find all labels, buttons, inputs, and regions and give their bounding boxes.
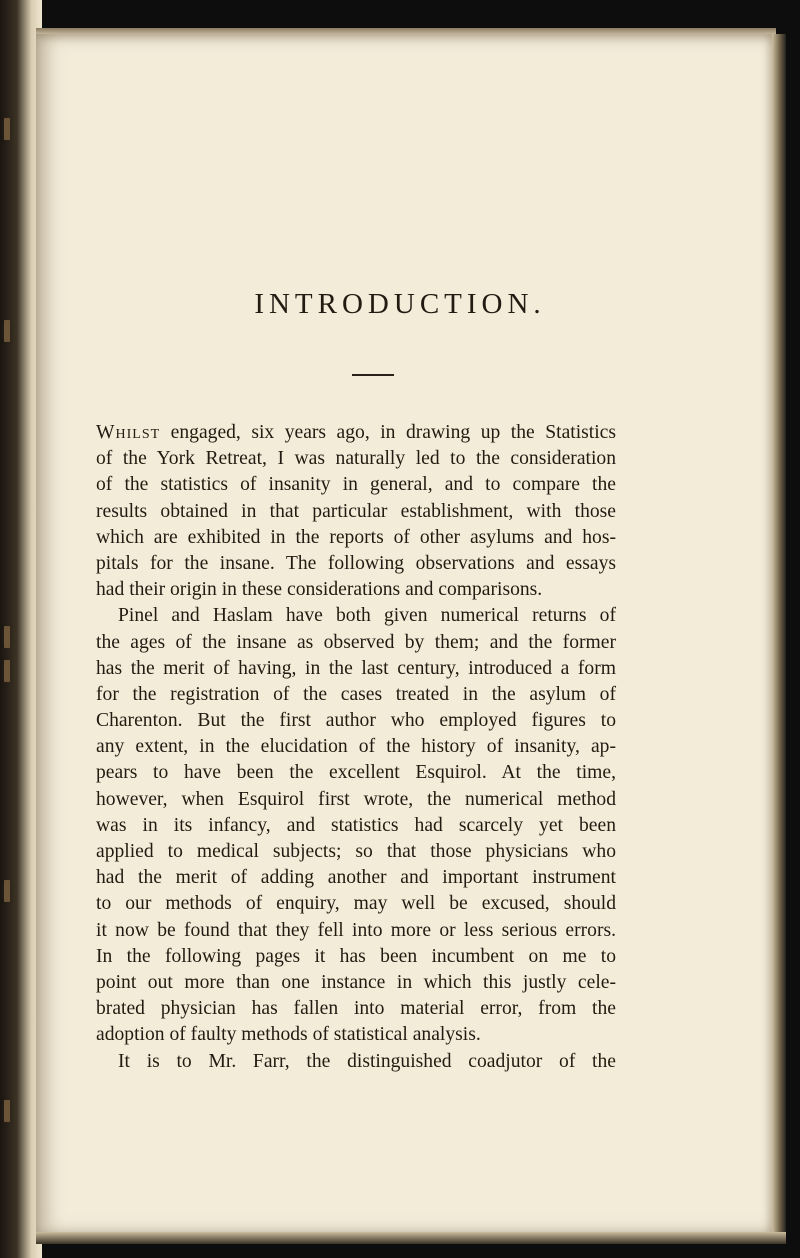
lead-word: Whilst [96, 422, 161, 443]
text-line: of the statistics of insanity in general, and to compare the [96, 474, 616, 496]
text-line: brated physician has fallen into material error, from the [96, 998, 616, 1020]
text-line: It is to Mr. Farr, the distinguished coadjutor of the [118, 1050, 616, 1072]
page-stub [4, 626, 10, 648]
text-line: had their origin in these considerations and comparisons. [96, 579, 543, 601]
text-line: however, when Esquirol first wrote, the numerical method [96, 788, 616, 810]
text-line: pears to have been the excellent Esquirol. At the time, [96, 762, 616, 784]
text-line: point out more than one instance in which this justly cele- [96, 971, 616, 993]
text-line: Charenton. But the first author who employed figures to [96, 710, 616, 732]
text-line: to our methods of enquiry, may well be excused, should [96, 893, 616, 915]
page-right-edge [772, 34, 786, 1234]
text-line: In the following pages it has been incumbent on me to [96, 945, 616, 967]
page-stub [4, 1100, 10, 1122]
page-stub [4, 660, 10, 682]
page-bottom-edge [36, 1232, 786, 1244]
page-stub [4, 320, 10, 342]
text-line: the ages of the insane as observed by them; and the former [96, 631, 616, 653]
text-line: had the merit of adding another and important instrument [96, 867, 616, 889]
page-title: INTRODUCTION. [254, 288, 546, 320]
text-line: adoption of faulty methods of statistical analysis. [96, 1024, 481, 1046]
page-stub [4, 880, 10, 902]
text-line: which are exhibited in the reports of other asylums and hos- [96, 526, 616, 548]
text-line: applied to medical subjects; so that those physicians who [96, 841, 616, 862]
text-line: has the merit of having, in the last century, introduced a form [96, 657, 616, 679]
text-line: pitals for the insane. The following observations and essays [96, 552, 616, 574]
text-line: Whilst engaged, six years ago, in drawing up the Statistics [96, 422, 616, 443]
text-line: any extent, in the elucidation of the history of insanity, ap- [96, 736, 616, 758]
text-line: results obtained in that particular establishment, with those [96, 500, 616, 522]
page-stub [4, 118, 10, 140]
body-text [96, 420, 616, 1075]
text-line: it now be found that they fell into more or less serious errors. [96, 919, 616, 941]
text-line: for the registration of the cases treated in the asylum of [96, 683, 616, 705]
title-rule [352, 374, 394, 376]
text-line: Pinel and Haslam have both given numerical returns of [118, 605, 616, 627]
text-line: of the York Retreat, I was naturally led to the consideration [96, 448, 616, 470]
text-line: was in its infancy, and statistics had scarcely yet been [96, 814, 616, 836]
